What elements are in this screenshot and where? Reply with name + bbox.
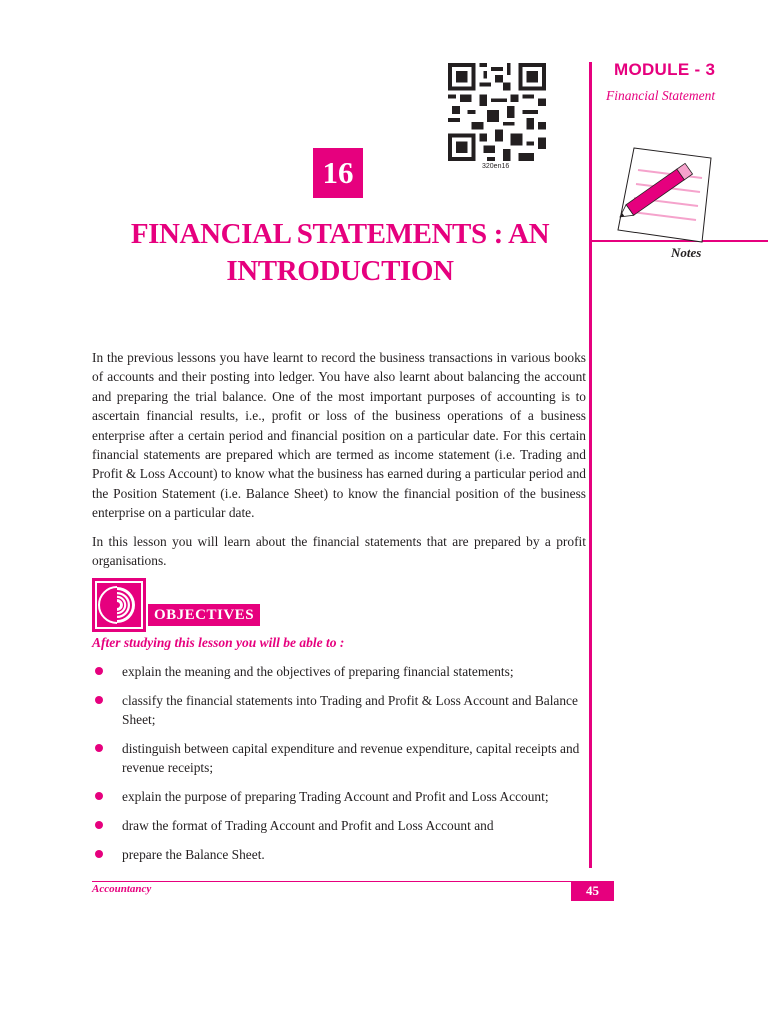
- objective-item: draw the format of Trading Account and Profit and Loss Account and: [92, 816, 586, 835]
- bullet-icon: [95, 744, 103, 752]
- footer-subject: Accountancy: [92, 883, 152, 895]
- pencil-notes-icon: [606, 130, 726, 245]
- qr-code-label: 320en16: [482, 163, 510, 170]
- bullet-icon: [95, 696, 103, 704]
- objectives-heading: OBJECTIVES: [148, 604, 260, 626]
- module-subtitle: Financial Statement: [606, 88, 716, 103]
- objectives-lead: After studying this lesson you will be able to :: [92, 635, 345, 650]
- footer-rule: [92, 881, 614, 882]
- lesson-number: 16: [313, 148, 363, 198]
- intro-paragraph: In the previous lessons you have learnt to record the business transactions in various books of accounts and their posting into ledger. You have also learnt about balancing the account and preparing the trial balance. One of the most important purposes of accounting is to ascertain financial results, i.e., profit or loss of the business operations of a business enterprise after a certain period and financial position on a particular date. For this certain financial statements are prepared which are termed as income statement (i.e. Trading and Profit & Loss Account) to know what the business has earned during a particular period and the Position Statement (i.e. Balance Sheet) to know the financial position of the business enterprise on a particular date.: [92, 350, 586, 521]
- notes-label: Notes: [671, 245, 702, 260]
- lesson-scope-paragraph: In this lesson you will learn about the financial statements that are prepared by a profit organisations.: [92, 534, 586, 569]
- qr-code: [448, 63, 546, 161]
- objective-item: prepare the Balance Sheet.: [92, 845, 586, 864]
- objective-item: explain the purpose of preparing Trading Account and Profit and Loss Account;: [92, 787, 586, 806]
- bullet-icon: [95, 667, 103, 675]
- bullet-icon: [95, 821, 103, 829]
- margin-vertical-rule: [589, 62, 592, 868]
- objective-item: distinguish between capital expenditure and revenue expenditure, capital receipts and revenue receipts;: [92, 739, 586, 778]
- bullet-icon: [95, 792, 103, 800]
- lesson-title: [92, 216, 588, 290]
- bullet-icon: [95, 850, 103, 858]
- page-number: 45: [571, 881, 614, 901]
- objective-item: explain the meaning and the objectives of preparing financial statements;: [92, 662, 586, 681]
- module-label: MODULE - 3: [614, 60, 716, 79]
- objective-item: classify the financial statements into Trading and Profit & Loss Account and Balance Sheet;: [92, 691, 586, 730]
- lesson-title-line-1: FINANCIAL STATEMENTS : AN: [130, 218, 550, 250]
- lesson-title-line-2: INTRODUCTION: [226, 255, 454, 287]
- objectives-target-icon: [92, 578, 146, 632]
